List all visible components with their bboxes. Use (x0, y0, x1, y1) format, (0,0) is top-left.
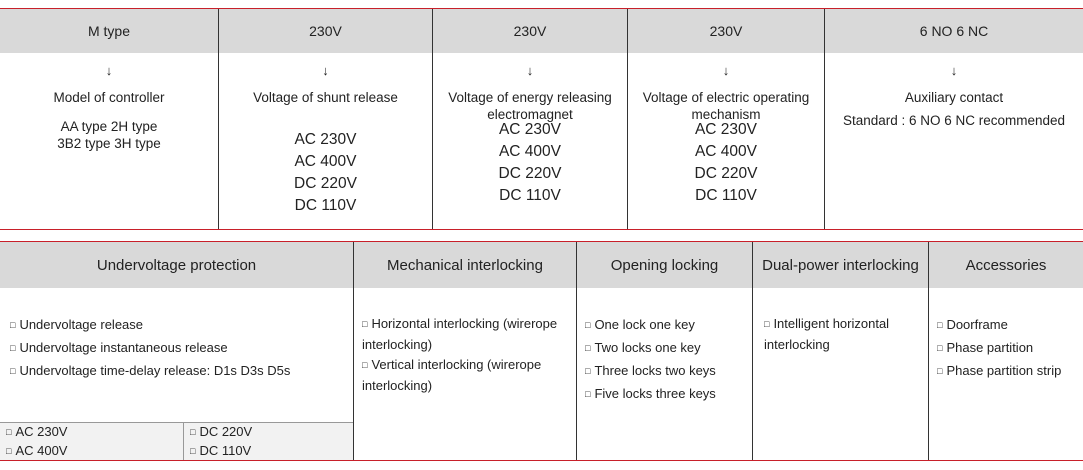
controller-model-title: Model of controller (53, 90, 165, 105)
list-item: □ Five locks three keys (585, 386, 716, 401)
checkbox-square-icon: □ (585, 343, 591, 353)
checkbox-square-icon: □ (937, 320, 943, 330)
bottom-divider-3 (752, 242, 753, 460)
accessories-list (937, 314, 1082, 383)
shunt-release-voltages (219, 129, 432, 217)
checkbox-square-icon: □ (10, 320, 16, 330)
checkbox-square-icon: □ (585, 320, 591, 330)
checkbox-square-icon: □ (585, 389, 591, 399)
list-item: □ Doorframe (937, 317, 1008, 332)
operating-mechanism-voltages (628, 119, 824, 207)
list-item: □ One lock one key (585, 317, 695, 332)
header-m-type: M type (0, 9, 218, 53)
list-item: □ Three locks two keys (585, 363, 716, 378)
list-item: □ Intelligent horizontal interlocking (764, 316, 890, 352)
checkbox-square-icon: □ (937, 366, 943, 376)
auxiliary-contact-title: Auxiliary contact (904, 90, 1004, 105)
voltage-value: AC 230V (498, 121, 562, 138)
voltage-cell: □ AC 400V (6, 443, 68, 458)
auxiliary-contact-line: Standard : 6 NO 6 NC recommended (842, 113, 1066, 128)
voltage-value: DC 110V (695, 187, 757, 204)
down-arrow-icon: ↓ (722, 63, 730, 78)
checkbox-square-icon: □ (190, 427, 196, 437)
voltage-cell: □ DC 110V (190, 443, 252, 458)
operating-mechanism-cell (628, 62, 824, 207)
checkbox-square-icon: □ (937, 343, 943, 353)
controller-model-cell (0, 62, 218, 152)
controller-model-line-1: AA type 2H type (60, 119, 158, 134)
down-arrow-icon: ↓ (322, 63, 329, 78)
checkbox-square-icon: □ (6, 446, 12, 456)
list-item: □ Undervoltage release (10, 317, 144, 332)
voltage-value: DC 220V (294, 175, 357, 192)
bottom-table-bottom-border (0, 460, 1083, 461)
voltage-value: AC 400V (694, 143, 758, 160)
list-item: □ Horizontal interlocking (wirerope interlocking) (362, 316, 558, 352)
checkbox-square-icon: □ (764, 319, 770, 329)
dual-power-list (764, 314, 924, 355)
voltage-value: AC 230V (294, 131, 357, 148)
list-item: □ Phase partition strip (937, 363, 1062, 378)
checkbox-square-icon: □ (362, 360, 368, 370)
list-item: □ Phase partition (937, 340, 1034, 355)
voltage-value: AC 230V (694, 121, 758, 138)
down-arrow-icon: ↓ (105, 63, 113, 78)
bottom-divider-4 (928, 242, 929, 460)
shunt-release-title: Voltage of shunt release (253, 90, 398, 105)
bottom-divider-1 (353, 242, 354, 460)
checkbox-square-icon: □ (190, 446, 196, 456)
checkbox-square-icon: □ (6, 427, 12, 437)
header-electromagnet-voltage: 230V (433, 9, 627, 53)
voltage-cell: □ AC 230V (6, 424, 68, 439)
voltage-value: AC 400V (294, 153, 357, 170)
shunt-release-cell (219, 62, 432, 217)
undervoltage-voltage-grid (0, 422, 353, 460)
electromagnet-voltages (433, 119, 627, 207)
checkbox-square-icon: □ (362, 319, 368, 329)
header-accessories: Accessories (929, 242, 1083, 288)
list-item: □ Undervoltage time-delay release: D1s D3s D5s (10, 363, 291, 378)
checkbox-square-icon: □ (585, 366, 591, 376)
header-mechanical-interlocking: Mechanical interlocking (354, 242, 576, 288)
opening-locking-list (585, 314, 750, 406)
voltage-value: AC 400V (498, 143, 562, 160)
controller-model-line-2: 3B2 type 3H type (57, 136, 161, 151)
top-table-bottom-border (0, 229, 1083, 230)
operating-mechanism-title: Voltage of electric operating mechanism (642, 90, 810, 122)
undervoltage-list (10, 314, 350, 383)
electromagnet-title: Voltage of energy releasing electromagnet (448, 90, 612, 122)
list-item: □ Vertical interlocking (wirerope interlocking) (362, 357, 542, 393)
header-undervoltage: Undervoltage protection (0, 242, 353, 288)
list-item: □ Two locks one key (585, 340, 701, 355)
bottom-divider-2 (576, 242, 577, 460)
header-dual-power: Dual-power interlocking (753, 242, 928, 288)
voltage-value: DC 220V (694, 165, 758, 182)
voltage-value: DC 110V (499, 187, 561, 204)
header-shunt-voltage: 230V (219, 9, 432, 53)
electromagnet-cell (433, 62, 627, 207)
voltage-cell: □ DC 220V (190, 424, 253, 439)
header-operating-voltage: 230V (628, 9, 824, 53)
checkbox-square-icon: □ (10, 366, 16, 376)
list-item: □ Undervoltage instantaneous release (10, 340, 228, 355)
voltage-value: DC 110V (294, 197, 357, 214)
checkbox-square-icon: □ (10, 343, 16, 353)
down-arrow-icon: ↓ (950, 63, 958, 78)
header-auxiliary-contact: 6 NO 6 NC (825, 9, 1083, 53)
mechanical-list (362, 314, 572, 396)
auxiliary-contact-cell (825, 62, 1083, 129)
header-opening-locking: Opening locking (577, 242, 752, 288)
down-arrow-icon: ↓ (526, 63, 534, 78)
voltage-value: DC 220V (498, 165, 562, 182)
